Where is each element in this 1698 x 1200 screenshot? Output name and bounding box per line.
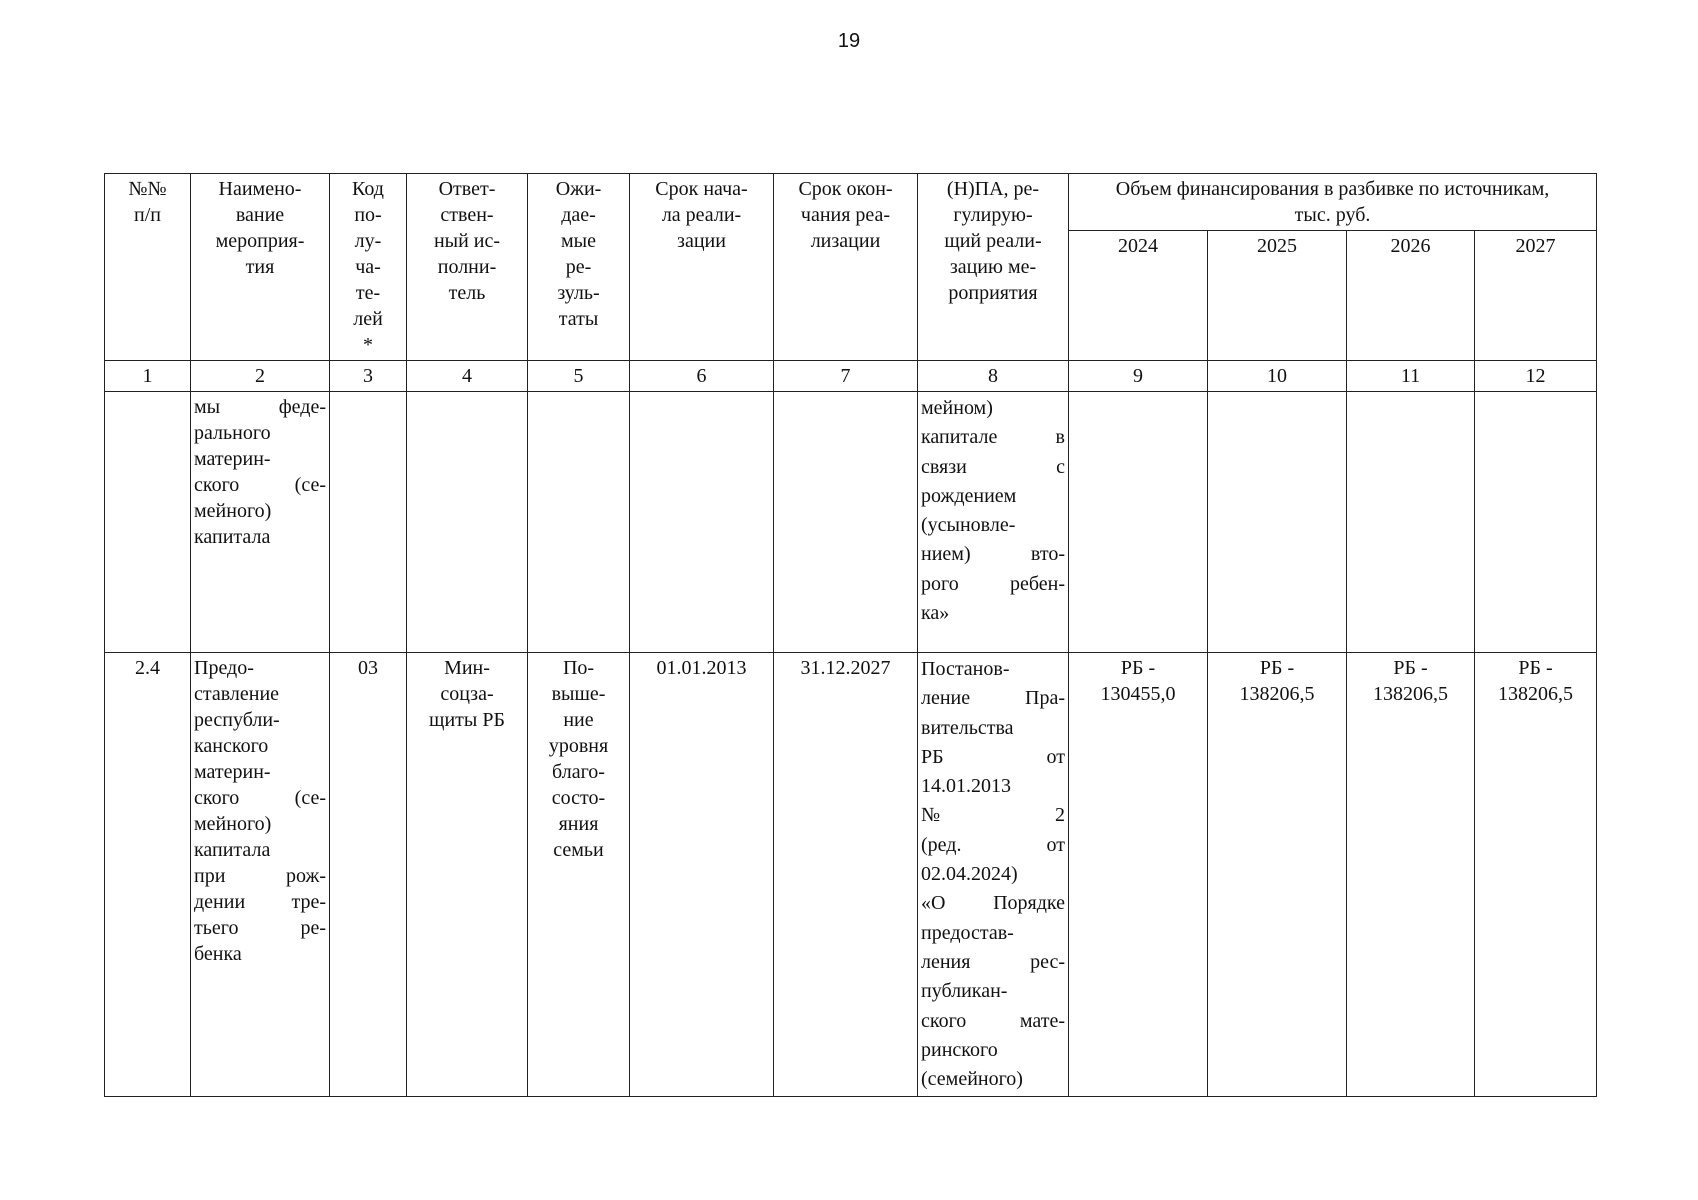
text-line: полни- — [437, 256, 497, 278]
text-line: зации — [677, 230, 726, 252]
text-line: капитала — [194, 839, 271, 861]
text-line: капитале в — [921, 426, 1065, 449]
text-line: рого ребен- — [921, 572, 1065, 595]
row-start: 01.01.2013 — [630, 653, 774, 1097]
row-start — [630, 392, 774, 653]
text-line: Наимено- — [218, 178, 302, 200]
text-line: ние — [563, 709, 594, 731]
text-line: ления рес- — [921, 950, 1065, 973]
header-year-2025: 2025 — [1208, 231, 1347, 361]
row-funding-2026 — [1347, 653, 1475, 1097]
text-line: дае- — [561, 204, 596, 226]
text-line: ставление — [194, 683, 280, 705]
header-recipient-code — [330, 174, 407, 361]
text-line: связи с — [921, 455, 1065, 478]
text-line: 130455,0 — [1100, 683, 1176, 705]
row-funding-2024 — [1069, 653, 1208, 1097]
text-line: ла реали- — [661, 204, 742, 226]
row-end — [774, 392, 918, 653]
text-line: зуль- — [557, 282, 600, 304]
text-line: Срок нача- — [655, 178, 748, 200]
col-number: 5 — [528, 361, 630, 392]
page-number: 19 — [837, 30, 861, 52]
text-line: ный ис- — [433, 230, 501, 252]
table-row — [105, 392, 1597, 653]
text-line: (Н)ПА, ре- — [946, 178, 1040, 200]
row-results — [528, 653, 630, 1097]
text-line: состо- — [551, 787, 606, 809]
text-line: яния — [558, 813, 599, 835]
text-line: РБ - — [1393, 657, 1428, 679]
text-line: капитала — [194, 526, 271, 548]
text-line: семьи — [553, 839, 604, 861]
text-line: канского — [194, 735, 269, 757]
header-start — [630, 174, 774, 361]
text-line: роприятия — [948, 282, 1038, 304]
text-line: дении тре- — [194, 891, 326, 913]
text-line: Объем финансирования в разбивке по источникам, — [1115, 178, 1550, 200]
text-line: материн- — [194, 761, 271, 783]
text-line: те- — [355, 282, 381, 304]
text-line: (семейного) — [921, 1068, 1023, 1091]
column-number-row — [105, 361, 1597, 392]
text-line: п/п — [134, 204, 161, 226]
text-line: Мин- — [444, 657, 490, 679]
row-funding-2027 — [1475, 392, 1597, 653]
header-name — [191, 174, 330, 361]
col-number: 7 — [774, 361, 918, 392]
text-line: Код — [352, 178, 384, 200]
text-line: Срок окон- — [798, 178, 893, 200]
text-line: ка» — [921, 602, 950, 625]
header-npa — [918, 174, 1069, 361]
text-line: РБ - — [1259, 657, 1295, 679]
col-number: 4 — [407, 361, 528, 392]
text-line: публикан- — [921, 980, 1008, 1003]
text-line: рального — [194, 422, 271, 444]
text-line: Ответ- — [438, 178, 496, 200]
text-line: материн- — [194, 448, 271, 470]
col-number: 11 — [1347, 361, 1475, 392]
row-executor — [407, 653, 528, 1097]
text-line: уровня — [548, 735, 609, 757]
text-line: (ред. от — [921, 833, 1065, 856]
text-line: благо- — [552, 761, 605, 783]
text-line: 138206,5 — [1239, 683, 1315, 705]
header-num — [105, 174, 191, 361]
text-line: РБ - — [1518, 657, 1553, 679]
text-line: мые — [561, 230, 596, 252]
header-row-1 — [105, 174, 1597, 231]
col-number: 2 — [191, 361, 330, 392]
text-line: таты — [558, 308, 599, 330]
text-line: щий реали- — [944, 230, 1042, 252]
col-number: 1 — [105, 361, 191, 392]
text-line: мейном) — [921, 397, 993, 419]
text-line: ре- — [565, 256, 592, 278]
row-number — [105, 392, 191, 653]
col-number: 10 — [1208, 361, 1347, 392]
text-line: ринского — [921, 1038, 998, 1061]
text-line: мейного) — [194, 813, 272, 835]
col-number: 6 — [630, 361, 774, 392]
text-line: ление Пра- — [921, 687, 1065, 710]
text-line: чания реа- — [800, 204, 891, 226]
text-line: 02.04.2024) — [921, 863, 1018, 886]
text-line: лу- — [354, 230, 382, 252]
text-line: мы феде- — [194, 396, 326, 418]
row-results — [528, 392, 630, 653]
text-line: тия — [245, 256, 275, 278]
text-line: тьего ре- — [194, 917, 326, 939]
row-code: 03 — [330, 653, 407, 1097]
header-year-2026: 2026 — [1347, 231, 1475, 361]
header-executor — [407, 174, 528, 361]
text-line: №№ — [128, 178, 167, 200]
text-line: вание — [235, 204, 285, 226]
text-line: 138206,5 — [1498, 683, 1574, 705]
text-line: ствен- — [440, 204, 494, 226]
text-line: РБ от — [921, 745, 1065, 768]
text-line: * — [363, 334, 373, 356]
header-funding — [1069, 174, 1597, 231]
row-funding-2026 — [1347, 392, 1475, 653]
row-number: 2.4 — [105, 653, 191, 1097]
text-line: лизации — [810, 230, 881, 252]
row-funding-2025 — [1208, 392, 1347, 653]
text-line: при рож- — [194, 865, 326, 887]
text-line: Постанов- — [921, 658, 1010, 680]
text-line: ского (се- — [194, 787, 326, 809]
text-line: № 2 — [921, 804, 1065, 827]
text-line: щиты РБ — [429, 709, 505, 731]
row-funding-2024 — [1069, 392, 1208, 653]
text-line: РБ - — [1120, 657, 1156, 679]
text-line: По- — [562, 657, 595, 679]
funding-table — [104, 173, 1597, 1097]
row-npa — [918, 392, 1069, 653]
text-line: мероприя- — [215, 230, 305, 252]
row-funding-2027 — [1475, 653, 1597, 1097]
header-year-2027: 2027 — [1475, 231, 1597, 361]
text-line: 138206,5 — [1373, 683, 1448, 705]
text-line: лей — [353, 308, 383, 330]
text-line: ского (се- — [194, 474, 326, 496]
text-line: бенка — [194, 943, 242, 965]
row-npa — [918, 653, 1069, 1097]
text-line: гулирую- — [953, 204, 1033, 226]
row-end: 31.12.2027 — [774, 653, 918, 1097]
text-line: республи- — [194, 709, 280, 731]
text-line: 14.01.2013 — [921, 775, 1011, 798]
header-results — [528, 174, 630, 361]
text-line: нием) вто- — [921, 543, 1065, 566]
text-line: по- — [354, 204, 382, 226]
text-line: вительства — [921, 716, 1014, 739]
row-funding-2025 — [1208, 653, 1347, 1097]
text-line: мейного) — [194, 500, 272, 522]
row-name — [191, 653, 330, 1097]
text-line: тель — [448, 282, 486, 304]
col-number: 9 — [1069, 361, 1208, 392]
text-line: «О Порядке — [921, 892, 1065, 915]
text-line: рождением — [921, 484, 1017, 507]
text-line: ча- — [355, 256, 381, 278]
row-executor — [407, 392, 528, 653]
text-line: соцза- — [440, 683, 494, 705]
text-line: ского мате- — [921, 1009, 1065, 1032]
text-line: Предо- — [194, 657, 254, 679]
col-number: 3 — [330, 361, 407, 392]
text-line: зацию ме- — [949, 256, 1037, 278]
header-year-2024: 2024 — [1069, 231, 1208, 361]
text-line: выше- — [551, 683, 606, 705]
col-number: 12 — [1475, 361, 1597, 392]
text-line: (усыновле- — [921, 514, 1016, 537]
col-number: 8 — [918, 361, 1069, 392]
text-line: Ожи- — [555, 178, 602, 200]
row-name — [191, 392, 330, 653]
text-line: тыс. руб. — [1294, 204, 1371, 226]
text-line: предостав- — [921, 921, 1014, 944]
table-row — [105, 653, 1597, 1097]
row-code — [330, 392, 407, 653]
header-end — [774, 174, 918, 361]
